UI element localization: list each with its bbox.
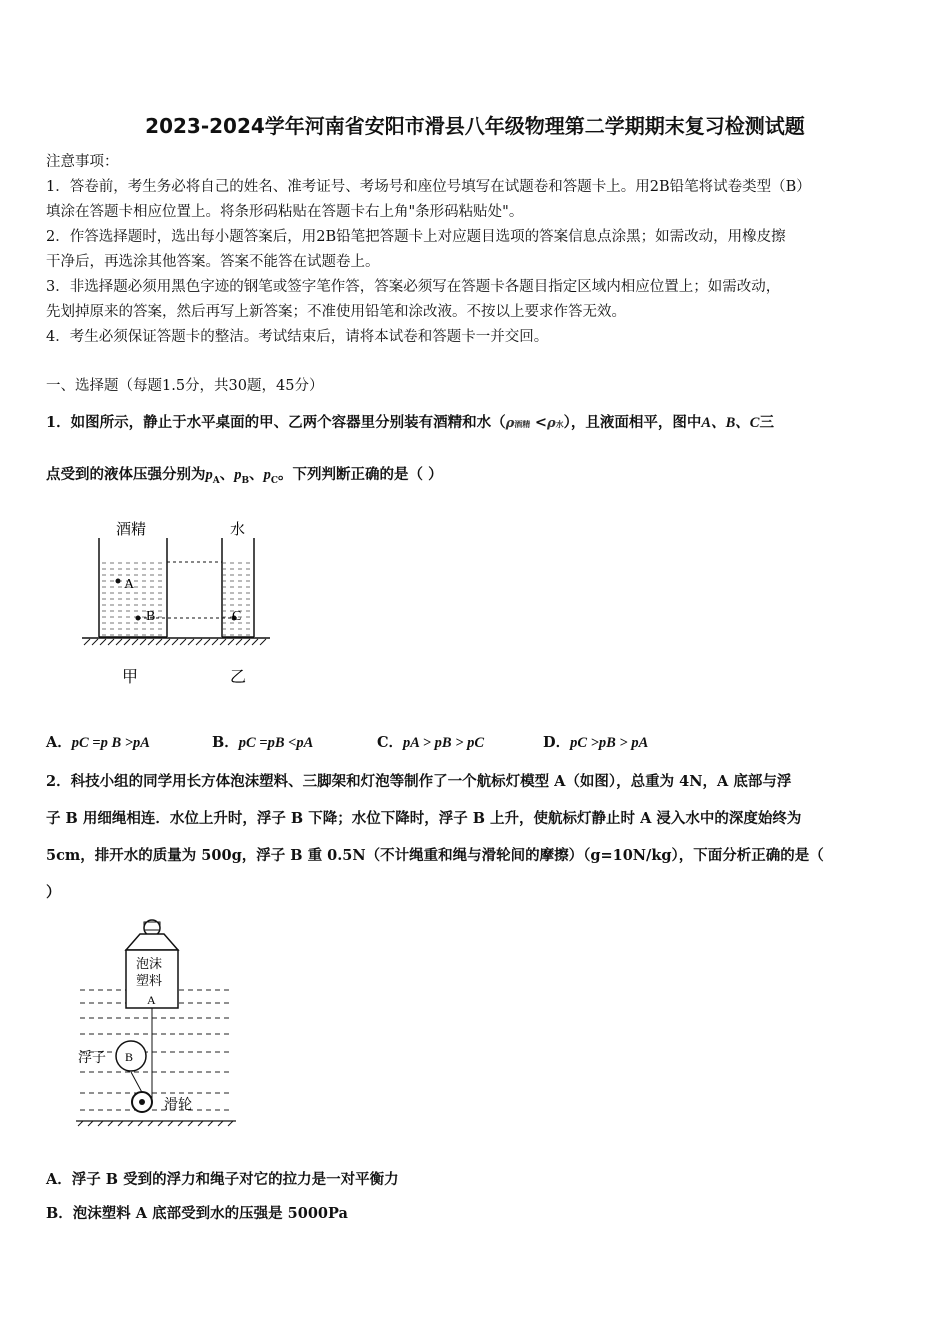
notice-line: 2．作答选择题时，选出每小题答案后，用2B铅笔把答题卡上对应题目选项的答案信息点涂黑；如需改动，用橡皮擦 xyxy=(46,229,786,245)
q2-option-b[interactable]: B．泡沫塑料 A 底部受到水的压强是 5000Pa xyxy=(46,1205,348,1222)
q1-option-d[interactable]: D．pC >pB > pA xyxy=(543,734,649,751)
q2-option-a[interactable]: A．浮子 B 受到的浮力和绳子对它的拉力是一对平衡力 xyxy=(46,1171,399,1188)
q2-line: 5cm，排开水的质量为 500g，浮子 B 重 0.5N（不计绳重和绳与滑轮间的摩擦）（g=10N/kg），下面分析正确的是（ xyxy=(46,847,824,864)
foam-label-2: 塑料 xyxy=(136,974,163,989)
notice-line: 3．非选择题必须用黑色字迹的钢笔或签字笔作答，答案必须写在答题卡各题目指定区域内相应位置上；如需改动， xyxy=(46,279,781,295)
q1-option-a[interactable]: A．pC =p B >pA xyxy=(46,734,150,751)
label-water: 水 xyxy=(230,520,246,538)
q2-line: ） xyxy=(46,884,61,901)
notice-line: 4．考生必须保证答题卡的整洁。考试结束后，请将本试卷和答题卡一并交回。 xyxy=(46,329,549,345)
alcohol-liquid xyxy=(100,562,166,636)
notice-heading: 注意事项： xyxy=(46,154,119,170)
q2-text xyxy=(46,763,906,911)
notice-line: 先划掉原来的答案，然后再写上新答案；不准使用铅笔和涂改液。不按以上要求作答无效。 xyxy=(46,304,626,320)
page-title: 2023-2024学年河南省安阳市滑县八年级物理第二学期期末复习检测试题 xyxy=(145,114,805,138)
notice-line: 1．答卷前，考生务必将自己的姓名、准考证号、考场号和座位号填写在试题卷和答题卡上。用2B铅笔将试卷类型（B） xyxy=(46,179,811,195)
foam-label-A: A xyxy=(147,993,156,1007)
q1-option-c[interactable]: C．pA > pB > pC xyxy=(377,734,485,751)
q1-figure xyxy=(78,512,278,692)
table-hatching xyxy=(84,639,266,645)
tripod xyxy=(126,934,178,950)
section-heading: 一、选择题（每题1.5分，共30题，45分） xyxy=(46,378,324,394)
q2-line: 子 B 用细绳相连．水位上升时，浮子 B 下降；水位下降时，浮子 B 上升，使航标灯静止时 A 浸入水中的深度始终为 xyxy=(46,810,802,827)
q1-option-b[interactable]: B．pC =pB <pA xyxy=(212,734,314,751)
q1-line1: 1．如图所示，静止于水平桌面的甲、乙两个容器里分别装有酒精和水（ρ酒精 <ρ水），且液面相平，图中A、B、C三 xyxy=(46,414,774,431)
foam-label-1: 泡沫 xyxy=(136,957,163,972)
q1-line2: 点受到的液体压强分别为$p_A$、$p_B$、$p_C$。下列判断正确的是（ ） xyxy=(46,466,443,486)
label-A: A xyxy=(124,577,135,592)
pulley-label: 滑轮 xyxy=(164,1097,192,1113)
point-B xyxy=(136,616,141,621)
notice-line: 填涂在答题卡相应位置上。将条形码粘贴在答题卡右上角"条形码粘贴处"。 xyxy=(46,204,524,220)
water-liquid xyxy=(223,562,253,636)
point-A xyxy=(116,579,121,584)
q2-figure xyxy=(70,912,250,1132)
label-jia: 甲 xyxy=(122,667,139,686)
q2-line: 2．科技小组的同学用长方体泡沫塑料、三脚架和灯泡等制作了一个航标灯模型 A（如图），总重为 4N，A 底部与浮 xyxy=(46,773,792,790)
float-label: 浮子 xyxy=(78,1050,106,1066)
label-B: B xyxy=(146,609,156,624)
label-C: C xyxy=(232,609,242,624)
notice-line: 干净后，再选涂其他答案。答案不能答在试题卷上。 xyxy=(46,254,380,270)
label-alcohol: 酒精 xyxy=(116,520,147,538)
float-label-B: B xyxy=(125,1050,134,1064)
label-yi: 乙 xyxy=(230,667,247,686)
notice-block xyxy=(46,150,906,350)
